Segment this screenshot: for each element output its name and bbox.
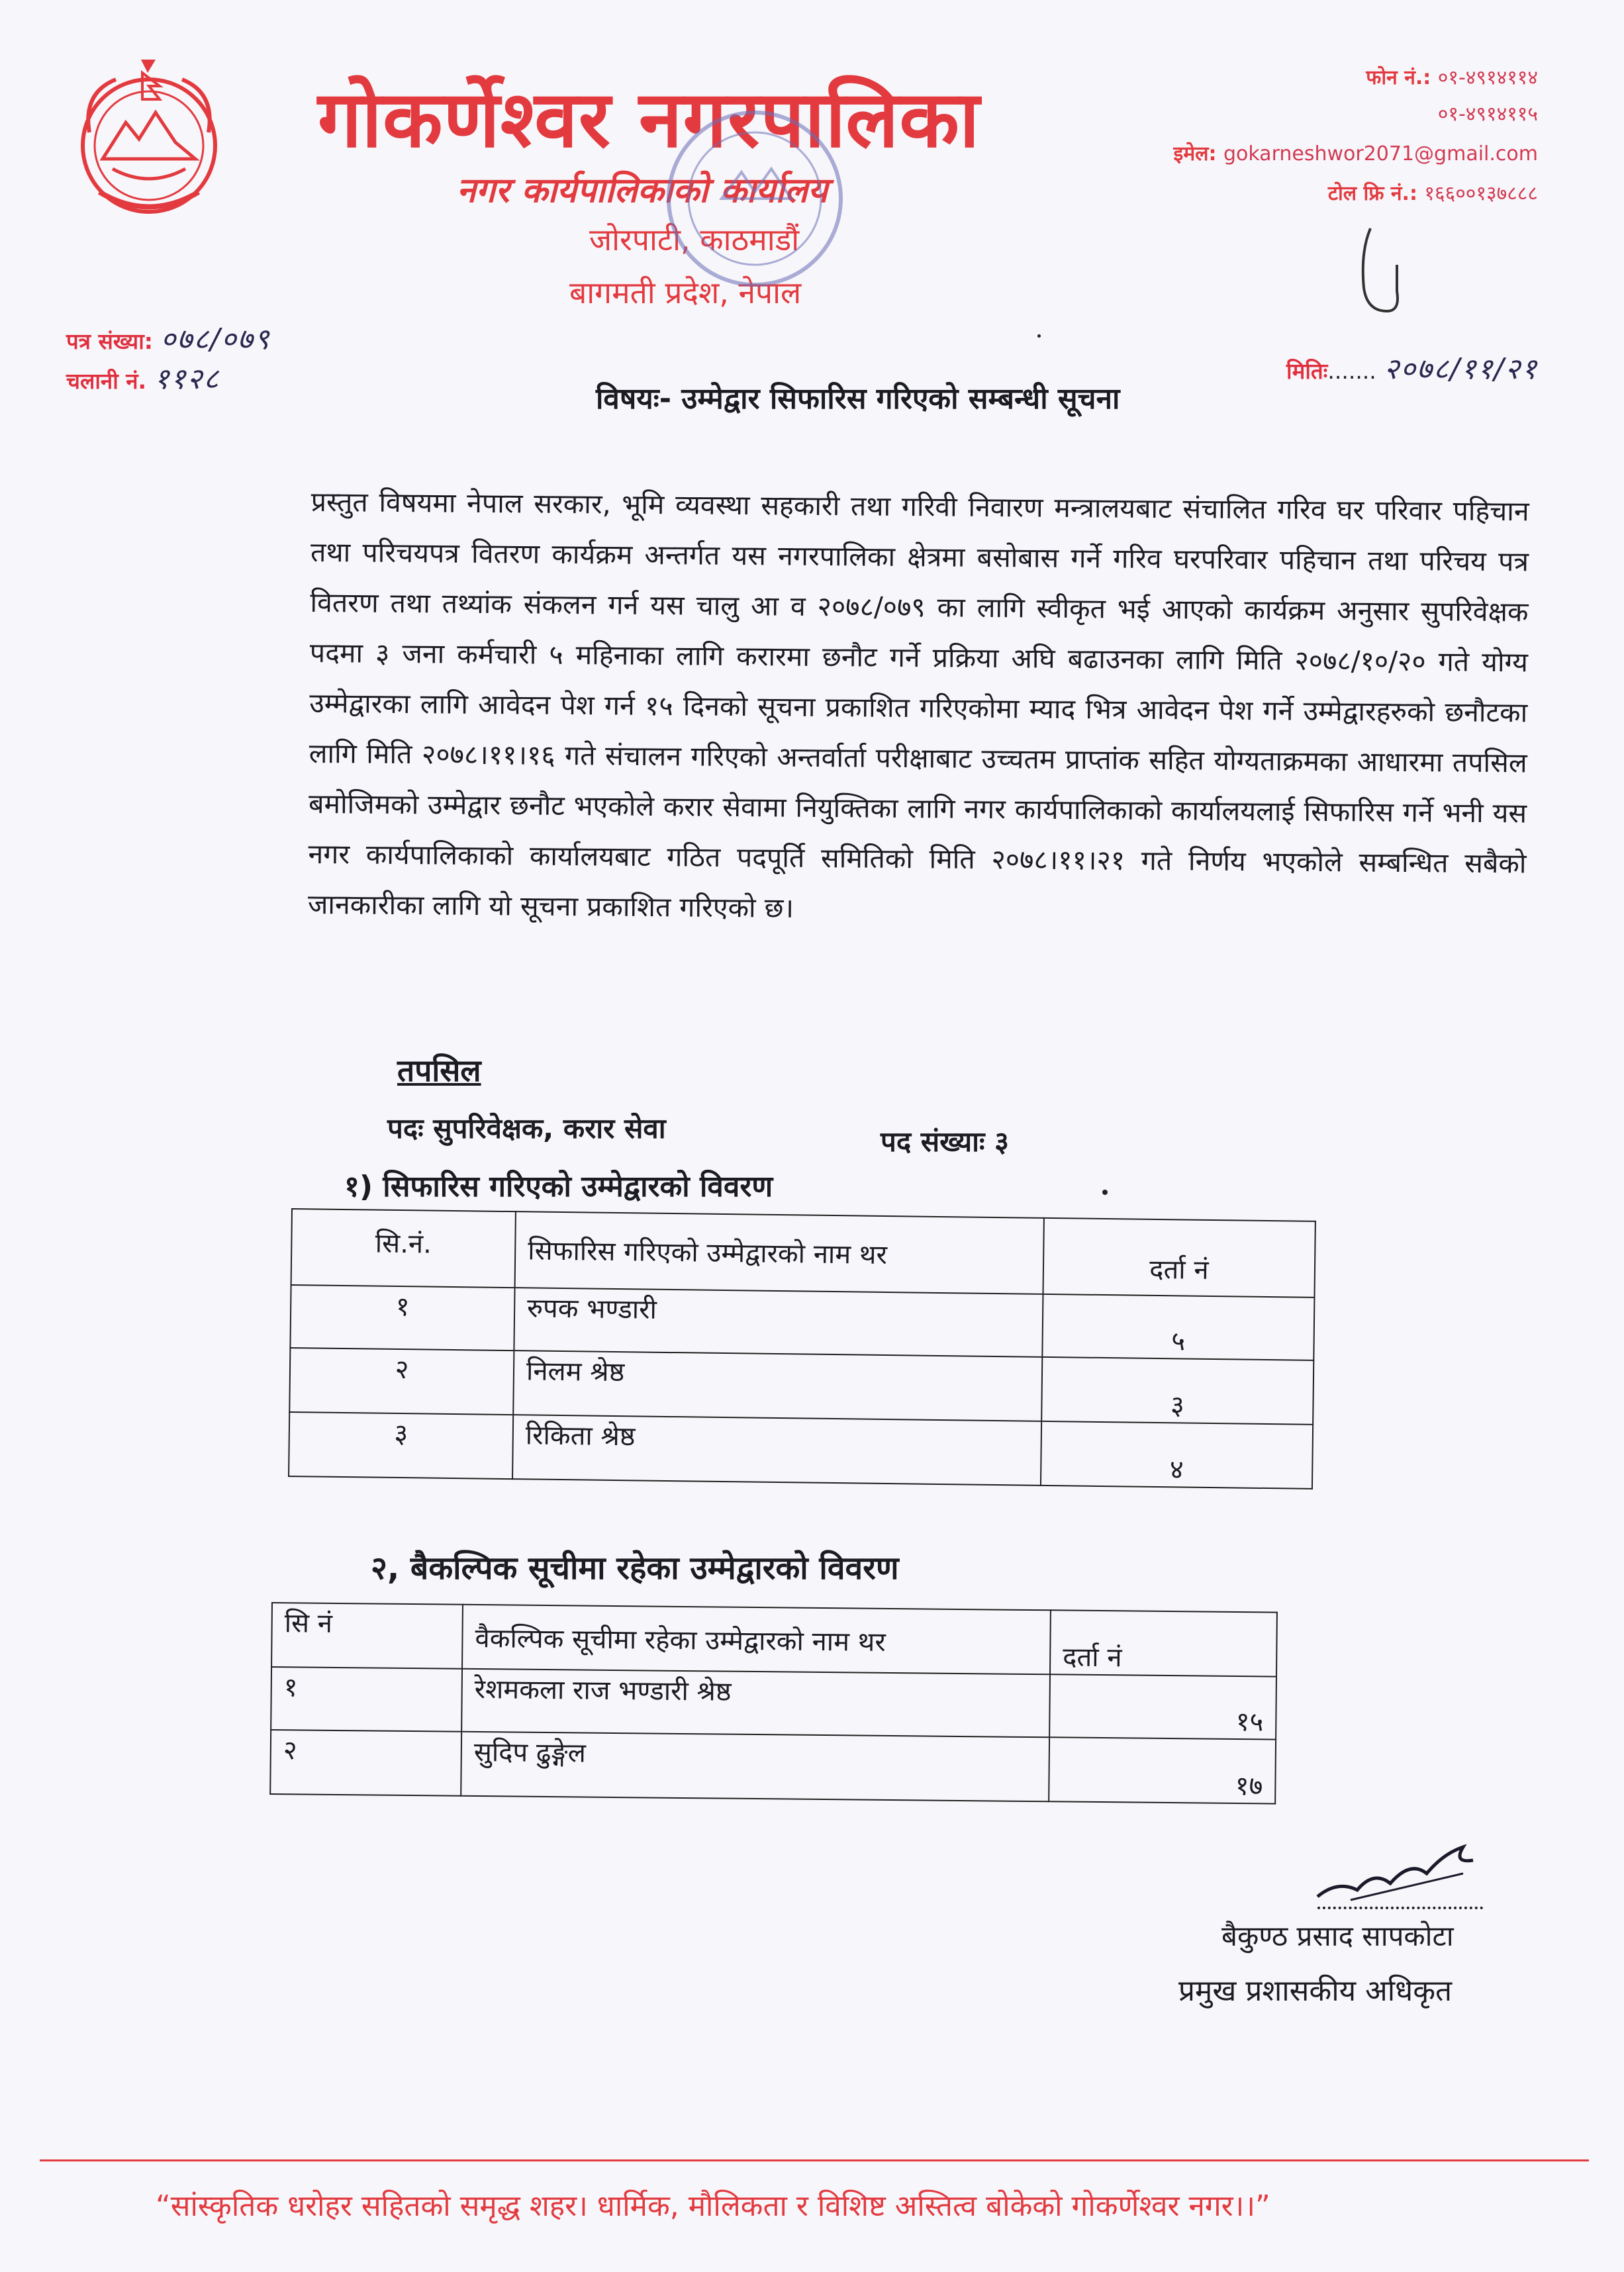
signatory-title: प्रमुख प्रशासकीय अधिकृत (1178, 1974, 1453, 2008)
table-row (270, 1730, 1276, 1804)
signature-line (1317, 1907, 1483, 1909)
alternate-candidates-table (269, 1602, 1278, 1805)
table-row (289, 1412, 1313, 1489)
section-1-heading: १) सिफारिस गरिएको उम्मेद्वारको विवरण (344, 1170, 773, 1204)
reg-no-cell: ३ (1041, 1357, 1314, 1425)
recommended-candidates-table (288, 1208, 1316, 1490)
nepal-emblem-icon (63, 53, 235, 225)
tollfree-number: १६६००१३७८८८ (1424, 182, 1538, 205)
section-2-heading: २, बैकल्पिक सूचीमा रहेका उम्मेद्वारको विवरण (371, 1550, 899, 1587)
tapsil-heading: तपसिल (397, 1053, 481, 1088)
signature-icon (1311, 1834, 1483, 1907)
column-header: सि नं (271, 1603, 463, 1669)
table-header-row (291, 1209, 1315, 1298)
org-name: गोकर्णेश्वर नगरपालिका (318, 73, 980, 165)
column-header: वैकल्पिक सूचीमा रहेका उम्मेद्वारको नाम थर (462, 1605, 1051, 1675)
ink-dot (1102, 1190, 1108, 1195)
phone-2: ०१-४९१४११५ (1437, 103, 1538, 126)
name-cell: रेशमकला राज भण्डारी श्रेष्ठ (461, 1669, 1050, 1738)
patra-sankhya-value: ०७८/०७९ (160, 322, 271, 356)
serial-cell: २ (289, 1348, 514, 1415)
name-cell: सुदिप ढुङ्गेल (461, 1732, 1049, 1802)
serial-cell: २ (270, 1730, 461, 1796)
table-row (290, 1285, 1314, 1360)
phone-1: ०१-४९१४११४ (1437, 66, 1538, 89)
column-header: सि.नं. (291, 1209, 516, 1288)
phone-line-2 (1438, 99, 1538, 126)
table-row (289, 1348, 1314, 1425)
chalani-number: चलानी नं. ११२८ (66, 362, 220, 396)
address-line-1: जोरपाटी, काठमाडौं (589, 222, 800, 258)
footer-motto: “सांस्कृतिक धरोहर सहितको समृद्ध शहर। धार्मिक, मौलिकता र विशिष्ट अस्तित्व बोकेको गोकर्णेश्वर नगर।।” (156, 2189, 1270, 2223)
signatory-name: बैकुण्ठ प्रसाद सापकोटा (1221, 1920, 1454, 1952)
body-paragraph: प्रस्तुत विषयमा नेपाल सरकार, भूमि व्यवस्था सहकारी तथा गरिवी निवारण मन्त्रालयबाट संचालित गरिव घर परिवार पहिचान तथा परिचयपत्र वितरण कार्यक्रम अन्तर्गत यस नगरपालिका क्षेत्रमा बसोबास गर्ने गरिव घरपरिवार पहिचान तथा परिचय पत्र वितरण तथा तथ्यांक संकलन गर्न यस चालु आ व २०७८/०७९ का लागि स्वीकृत भई आएको कार्यक्रम अनुसार सुपरिवेक्षक पदमा ३ जना कर्मचारी ५ महिनाका लागि करारमा छनौट गर्ने प्रक्रिया अघि बढाउनका लागि मिति २०७८/१०/२० गते योग्य उम्मेद्वारका लागि आवेदन पेश गर्न १५ दिनको सूचना प्रकाशित गरिएकोमा म्याद भित्र आवेदन पेश गर्ने उम्मेद्वारहरुको छनौटका लागि मिति २०७८।११।१६ गते संचालन गरिएको अन्तर्वार्ता परीक्षाबाट उच्चतम प्राप्तांक सहित योग्यताक्रमका आधारमा तपसिल बमोजिमको उम्मेद्वार छनौट भएकोले करार सेवामा नियुक्तिका लागि नगर कार्यपालिकाको कार्यालयलाई सिफारिस गर्ने भनी यस नगर कार्यपालिकाको कार्यालयबाट गठित पदपूर्ति समितिको मिति २०७८।११।२१ गते निर्णय भएकोले सम्बन्धित सबैको जानकारीका लागि यो सूचना प्रकाशित गरिएको छ। (307, 485, 1529, 924)
name-cell: रुपक भण्डारी (514, 1288, 1043, 1357)
date-value: २०७८/११/२१ (1384, 352, 1538, 386)
tollfree-line: टोल फ्रि नं.: १६६००१३७८८८ (1327, 182, 1538, 205)
reg-no-cell: ४ (1041, 1421, 1313, 1489)
address-line-2: बागमती प्रदेश, नेपाल (569, 275, 802, 310)
phone-line-1: फोन नं.: ०१-४९१४११४ (1366, 66, 1538, 89)
post-count: पद संख्याः ३ (881, 1125, 1009, 1158)
table-row (271, 1667, 1276, 1740)
office-stamp-icon (655, 99, 854, 298)
reg-no-cell: १७ (1049, 1737, 1276, 1803)
serial-cell: ३ (289, 1412, 513, 1479)
footer-divider (40, 2159, 1589, 2161)
reg-no-cell: १५ (1049, 1674, 1276, 1739)
subject: विषयः- उम्मेद्वार सिफारिस गरिएको सम्बन्धी सूचना (596, 382, 1120, 416)
table-header-row (271, 1603, 1277, 1677)
office-name: नगर कार्यपालिकाको कार्यालय (457, 171, 828, 211)
patra-sankhya: पत्र संख्या: ०७८/०७९ (66, 322, 271, 356)
email-line: इमेल: gokarneshwor2071@gmail.com (1173, 142, 1538, 166)
post-name: पदः सुपरिवेक्षक, करार सेवा (387, 1112, 666, 1145)
column-header: दर्ता नं (1043, 1218, 1315, 1298)
date: मितिः....... २०७८/११/२१ (1286, 352, 1538, 386)
column-header: सिफारिस गरिएको उम्मेद्वारको नाम थर (515, 1211, 1044, 1294)
serial-cell: १ (271, 1667, 462, 1732)
reg-no-cell: ५ (1042, 1294, 1314, 1360)
handwritten-mark-icon (1357, 225, 1410, 324)
email: gokarneshwor2071@gmail.com (1223, 142, 1538, 166)
chalani-number-value: ११२८ (154, 362, 220, 396)
name-cell: निलम श्रेष्ठ (513, 1350, 1042, 1421)
name-cell: रिकिता श्रेष्ठ (512, 1415, 1041, 1486)
serial-cell: १ (290, 1285, 514, 1350)
column-header: दर्ता नं (1050, 1610, 1277, 1676)
ink-dot (1037, 334, 1041, 338)
